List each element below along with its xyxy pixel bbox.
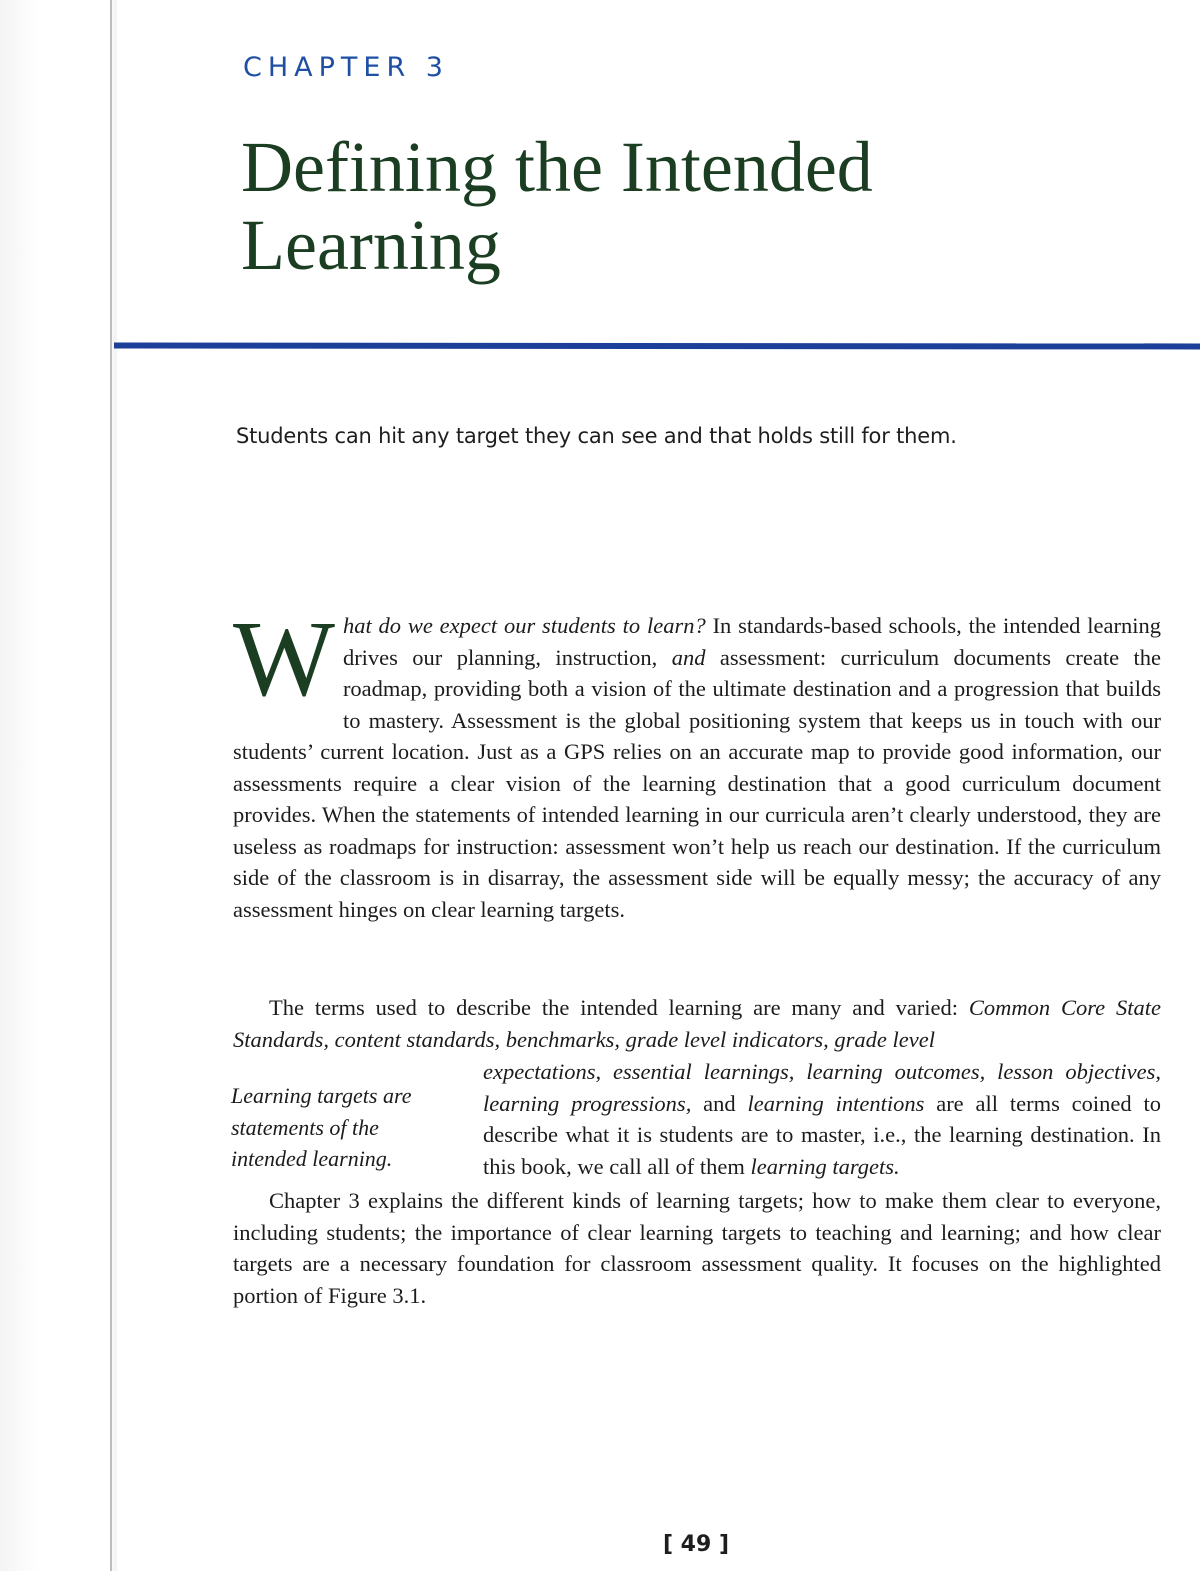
- drop-cap: W: [233, 600, 335, 719]
- intro-text-a: In standards-based schools, the intended learning drives our planning, instruction,: [342, 613, 1161, 670]
- terms-rest: are all terms coined to describe what it is students are to master, i.e., the learning destination. In this book, we call all of them: [483, 1090, 1162, 1179]
- paragraph-intro: [233, 600, 1161, 925]
- terms-italic-list-2: expectations, essential learnings, learning outcomes, lesson objectives, learning progressions,: [483, 1059, 1161, 1116]
- intro-lead-question: hat do we expect our students to learn?: [342, 613, 706, 638]
- paragraph-terms-continued: [483, 1056, 1161, 1182]
- epigraph: Students can hit any target they can see and that holds still for them.: [236, 424, 957, 448]
- terms-italic-list-3: learning intentions: [747, 1090, 925, 1116]
- margin-note: Learning targets are statements of the intended learning.: [231, 1083, 412, 1171]
- terms-italic-final: learning targets.: [750, 1153, 900, 1179]
- intro-text-b: assessment: curriculum documents create the roadmap, providing both a vision of the ultimate destination and a progression that builds to mastery. Assessment is the global positioning system that keeps us in touch with our students’ current location. Just as a GPS relies on an accurate map to provide good information, our assessments require a clear vision of the learning destination that a good curriculum document provides. When the statements of intended learning in our curricula aren’t clearly understood, they are useless as roadmaps for instruction: assessment won’t help us reach our destination. If the curriculum side of the classroom is in disarray, the assessment side will be equally messy; the accuracy of any assessment hinges on clear learning targets.: [233, 644, 1161, 922]
- page-number: [ 49 ]: [662, 1532, 730, 1557]
- title-divider-rule: [114, 343, 1200, 350]
- terms-line-start: The terms used to describe the intended learning are many and varied:: [269, 995, 969, 1020]
- page-binding-edge: [0, 0, 118, 1571]
- chapter-title: Defining the Intended Learning: [241, 127, 873, 285]
- paragraph-terms-first-lines: [233, 992, 1161, 1055]
- paragraph-chapter-overview: Chapter 3 explains the different kinds of learning targets; how to make them clear to everyone, including students; the importance of clear learning targets to teaching and learning; and how clear targets are a necessary foundation for classroom assessment quality. It focuses on the highlighted portion of Figure 3.1.: [233, 1188, 1161, 1308]
- intro-italic-and: and: [671, 644, 706, 670]
- terms-and: and: [691, 1090, 748, 1116]
- chapter-label: CHAPTER 3: [243, 52, 449, 83]
- binding-shadow-line: [110, 0, 112, 1571]
- terms-italic-list-1: Common Core State Standards, content standards, benchmarks, grade level indicators, grade level: [233, 995, 1161, 1052]
